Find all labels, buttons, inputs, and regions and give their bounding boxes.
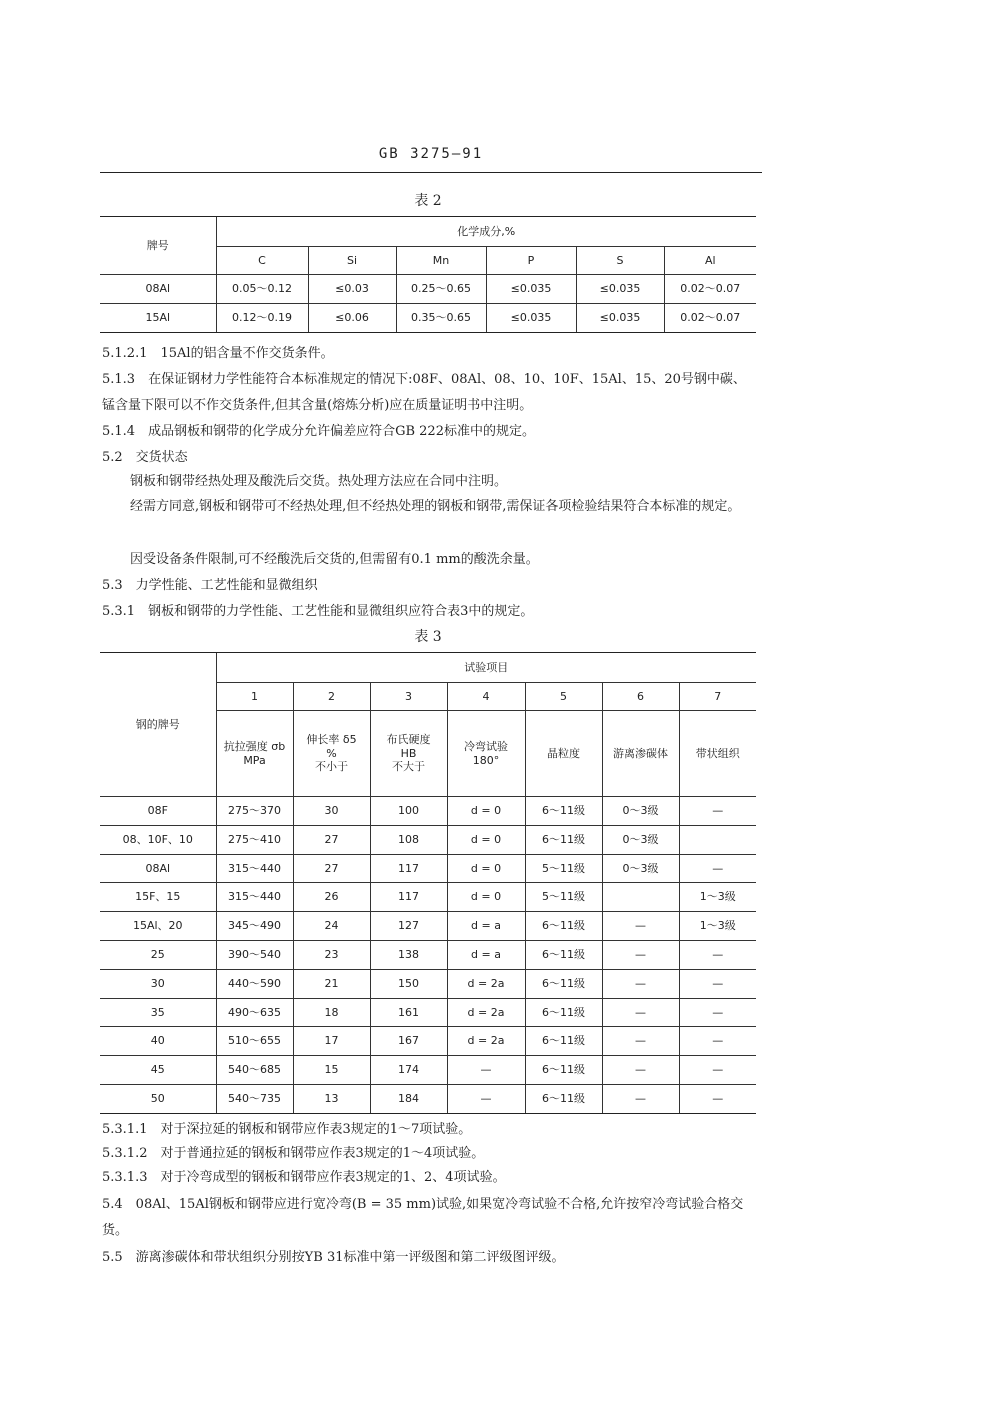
table3-cell: 440～590 [216, 969, 293, 998]
table3-cell: 27 [293, 825, 370, 854]
table3-cell: 6～11级 [525, 998, 602, 1027]
table3-col-name: 伸长率 δ5 % 不小于 [293, 711, 370, 797]
table3-cell: 161 [370, 998, 447, 1027]
paragraph-5-3-1-1: 5.3.1.1 对于深拉延的钢板和钢带应作表3规定的1～7项试验。 [102, 1122, 472, 1137]
table3-cell: d = 0 [447, 854, 525, 883]
table3-col-number: 6 [602, 683, 679, 711]
table3-cell: 5～11级 [525, 883, 602, 912]
table3-col-name: 晶粒度 [525, 711, 602, 797]
table3-col-number: 3 [370, 683, 447, 711]
table3-cell: — [602, 940, 679, 969]
table3-cell: 6～11级 [525, 940, 602, 969]
table3-grade-header: 钢的牌号 [100, 653, 216, 797]
table3-cell: — [602, 1056, 679, 1085]
table3-cell: 30 [293, 797, 370, 826]
table3-cell: 1～3级 [679, 912, 756, 941]
table2-col-header: Al [664, 247, 756, 275]
table-row [100, 275, 756, 304]
table2-group-header: 化学成分,% [216, 217, 756, 247]
table3-grade-cell: 50 [100, 1084, 216, 1113]
table-row [100, 883, 756, 912]
table2 [100, 216, 756, 333]
table-row [100, 1056, 756, 1085]
table3-cell: 6～11级 [525, 1027, 602, 1056]
table3-cell: 6～11级 [525, 797, 602, 826]
table3-cell [679, 825, 756, 854]
table2-cell: ≤0.035 [576, 275, 664, 304]
table3-cell: 184 [370, 1084, 447, 1113]
table3-grade-cell: 30 [100, 969, 216, 998]
table2-cell: ≤0.035 [486, 275, 576, 304]
table3-cell: 18 [293, 998, 370, 1027]
table3-group-header: 试验项目 [216, 653, 756, 683]
table3-grade-cell: 08Al [100, 854, 216, 883]
table3-cell: 510～655 [216, 1027, 293, 1056]
table3-grade-cell: 08、10F、10 [100, 825, 216, 854]
table3-cell: 0～3级 [602, 797, 679, 826]
table3-cell: 6～11级 [525, 825, 602, 854]
table3-cell: 390～540 [216, 940, 293, 969]
table-row [100, 304, 756, 333]
table3-cell: d = 0 [447, 825, 525, 854]
table3-cell: 108 [370, 825, 447, 854]
table3-grade-cell: 25 [100, 940, 216, 969]
table3-cell: 138 [370, 940, 447, 969]
table3 [100, 652, 756, 1114]
table2-cell: 0.12～0.19 [216, 304, 308, 333]
table3-cell: 127 [370, 912, 447, 941]
table3-cell: 117 [370, 854, 447, 883]
paragraph-5-1-3-cont: 锰含量下限可以不作交货条件,但其含量(熔炼分析)应在质量证明书中注明。 [102, 398, 533, 413]
table2-cell: 0.05～0.12 [216, 275, 308, 304]
table2-cell: 0.02～0.07 [664, 275, 756, 304]
table3-cell: 100 [370, 797, 447, 826]
paragraph-5-3-1: 5.3.1 钢板和钢带的力学性能、工艺性能和显微组织应符合表3中的规定。 [102, 604, 534, 619]
table2-col-header: S [576, 247, 664, 275]
table3-cell: 275～410 [216, 825, 293, 854]
table2-cell: ≤0.035 [576, 304, 664, 333]
table2-caption: 表 2 [414, 193, 442, 209]
table3-cell: — [679, 998, 756, 1027]
paragraph-5-1-2-1: 5.1.2.1 15Al的铝含量不作交货条件。 [102, 346, 334, 361]
table-row [100, 854, 756, 883]
table-row [100, 912, 756, 941]
paragraph-5-1-4: 5.1.4 成品钢板和钢带的化学成分允许偏差应符合GB 222标准中的规定。 [102, 424, 535, 439]
table3-cell: 23 [293, 940, 370, 969]
table3-cell: 6～11级 [525, 1056, 602, 1085]
header-rule [100, 172, 762, 173]
table3-cell: — [679, 1084, 756, 1113]
table3-col-number: 2 [293, 683, 370, 711]
table3-caption: 表 3 [414, 629, 442, 645]
table3-cell: d = 2a [447, 1027, 525, 1056]
table2-cell: 0.35～0.65 [396, 304, 486, 333]
table3-cell: — [679, 1056, 756, 1085]
table2-col-header: P [486, 247, 576, 275]
table3-cell: 275～370 [216, 797, 293, 826]
table3-cell: — [679, 969, 756, 998]
table3-cell: — [679, 854, 756, 883]
table3-col-name: 布氏硬度 HB 不大于 [370, 711, 447, 797]
table3-grade-cell: 08F [100, 797, 216, 826]
table3-cell: — [679, 940, 756, 969]
table-row [100, 998, 756, 1027]
table3-cell: 345～490 [216, 912, 293, 941]
table3-cell: 15 [293, 1056, 370, 1085]
table3-cell: d = 0 [447, 797, 525, 826]
table3-cell: 315～440 [216, 854, 293, 883]
table2-cell: ≤0.06 [308, 304, 396, 333]
table3-cell: — [602, 969, 679, 998]
table3-grade-cell: 35 [100, 998, 216, 1027]
table3-grade-cell: 40 [100, 1027, 216, 1056]
table2-grade-header: 牌号 [100, 217, 216, 275]
table3-cell: 0～3级 [602, 825, 679, 854]
table3-cell: 1～3级 [679, 883, 756, 912]
table2-grade-cell: 08Al [100, 275, 216, 304]
table3-cell: 490～635 [216, 998, 293, 1027]
table3-cell: 13 [293, 1084, 370, 1113]
table3-cell: 27 [293, 854, 370, 883]
table3-cell: 5～11级 [525, 854, 602, 883]
table-row [100, 969, 756, 998]
section-5-2-heading: 5.2 交货状态 [102, 450, 188, 465]
table2-cell: ≤0.03 [308, 275, 396, 304]
table3-cell: d = 2a [447, 998, 525, 1027]
table3-cell: 21 [293, 969, 370, 998]
table3-cell: 26 [293, 883, 370, 912]
table3-cell [602, 883, 679, 912]
table3-col-number: 7 [679, 683, 756, 711]
paragraph-5-3-1-3: 5.3.1.3 对于冷弯成型的钢板和钢带应作表3规定的1、2、4项试验。 [102, 1170, 506, 1185]
table2-cell: 0.25～0.65 [396, 275, 486, 304]
paragraph-5-1-3: 5.1.3 在保证钢材力学性能符合本标准规定的情况下:08F、08Al、08、10、10F、15Al、15、20号钢中碳、 [102, 372, 746, 387]
table3-cell: — [679, 1027, 756, 1056]
table3-cell: 117 [370, 883, 447, 912]
table3-cell: — [602, 1084, 679, 1113]
table3-cell: d = 2a [447, 969, 525, 998]
table2-grade-cell: 15Al [100, 304, 216, 333]
table3-col-number: 1 [216, 683, 293, 711]
table3-col-name: 带状组织 [679, 711, 756, 797]
table3-cell: 24 [293, 912, 370, 941]
table3-cell: — [602, 912, 679, 941]
paragraph-5-2-b: 经需方同意,钢板和钢带可不经热处理,但不经热处理的钢板和钢带,需保证各项检验结果符合本标准的规定。 [130, 499, 741, 514]
table3-col-name: 抗拉强度 σb MPa [216, 711, 293, 797]
table3-cell: 167 [370, 1027, 447, 1056]
table3-cell: — [602, 998, 679, 1027]
paragraph-5-2-c: 因受设备条件限制,可不经酸洗后交货的,但需留有0.1 mm的酸洗余量。 [130, 552, 539, 567]
table3-cell: d = a [447, 912, 525, 941]
table3-cell: 540～735 [216, 1084, 293, 1113]
table2-col-header: Si [308, 247, 396, 275]
table3-col-number: 5 [525, 683, 602, 711]
table2-col-header: C [216, 247, 308, 275]
table3-cell: 0～3级 [602, 854, 679, 883]
table3-cell: — [602, 1027, 679, 1056]
table-row [100, 1084, 756, 1113]
table2-cell: ≤0.035 [486, 304, 576, 333]
table-row [100, 825, 756, 854]
table3-cell: — [679, 797, 756, 826]
table3-col-number: 4 [447, 683, 525, 711]
section-5-3-heading: 5.3 力学性能、工艺性能和显微组织 [102, 578, 318, 593]
table2-cell: 0.02～0.07 [664, 304, 756, 333]
table3-col-name: 冷弯试验 180° [447, 711, 525, 797]
table3-cell: 6～11级 [525, 1084, 602, 1113]
table3-cell: 315～440 [216, 883, 293, 912]
table3-cell: 17 [293, 1027, 370, 1056]
paragraph-5-4: 5.4 08Al、15Al钢板和钢带应进行宽冷弯(B = 35 mm)试验,如果宽冷弯试验不合格,允许按窄冷弯试验合格交货。 [102, 1197, 744, 1238]
paragraph-5-5: 5.5 游离渗碳体和带状组织分别按YB 31标准中第一评级图和第二评级图评级。 [102, 1250, 565, 1265]
table3-cell: — [447, 1056, 525, 1085]
table3-grade-cell: 45 [100, 1056, 216, 1085]
table3-grade-cell: 15F、15 [100, 883, 216, 912]
paragraph-5-3-1-2: 5.3.1.2 对于普通拉延的钢板和钢带应作表3规定的1～4项试验。 [102, 1146, 485, 1161]
table3-cell: d = 0 [447, 883, 525, 912]
table3-cell: 6～11级 [525, 969, 602, 998]
table3-cell: — [447, 1084, 525, 1113]
table3-grade-cell: 15Al、20 [100, 912, 216, 941]
table3-cell: 174 [370, 1056, 447, 1085]
table-row [100, 797, 756, 826]
table3-cell: d = a [447, 940, 525, 969]
table3-cell: 6～11级 [525, 912, 602, 941]
paragraph-5-2-a: 钢板和钢带经热处理及酸洗后交货。热处理方法应在合同中注明。 [130, 474, 508, 489]
table2-col-header: Mn [396, 247, 486, 275]
table3-cell: 150 [370, 969, 447, 998]
table-row [100, 1027, 756, 1056]
table3-col-name: 游离渗碳体 [602, 711, 679, 797]
table-row [100, 940, 756, 969]
standard-number-header: GB 3275—91 [378, 146, 484, 162]
table3-cell: 540～685 [216, 1056, 293, 1085]
